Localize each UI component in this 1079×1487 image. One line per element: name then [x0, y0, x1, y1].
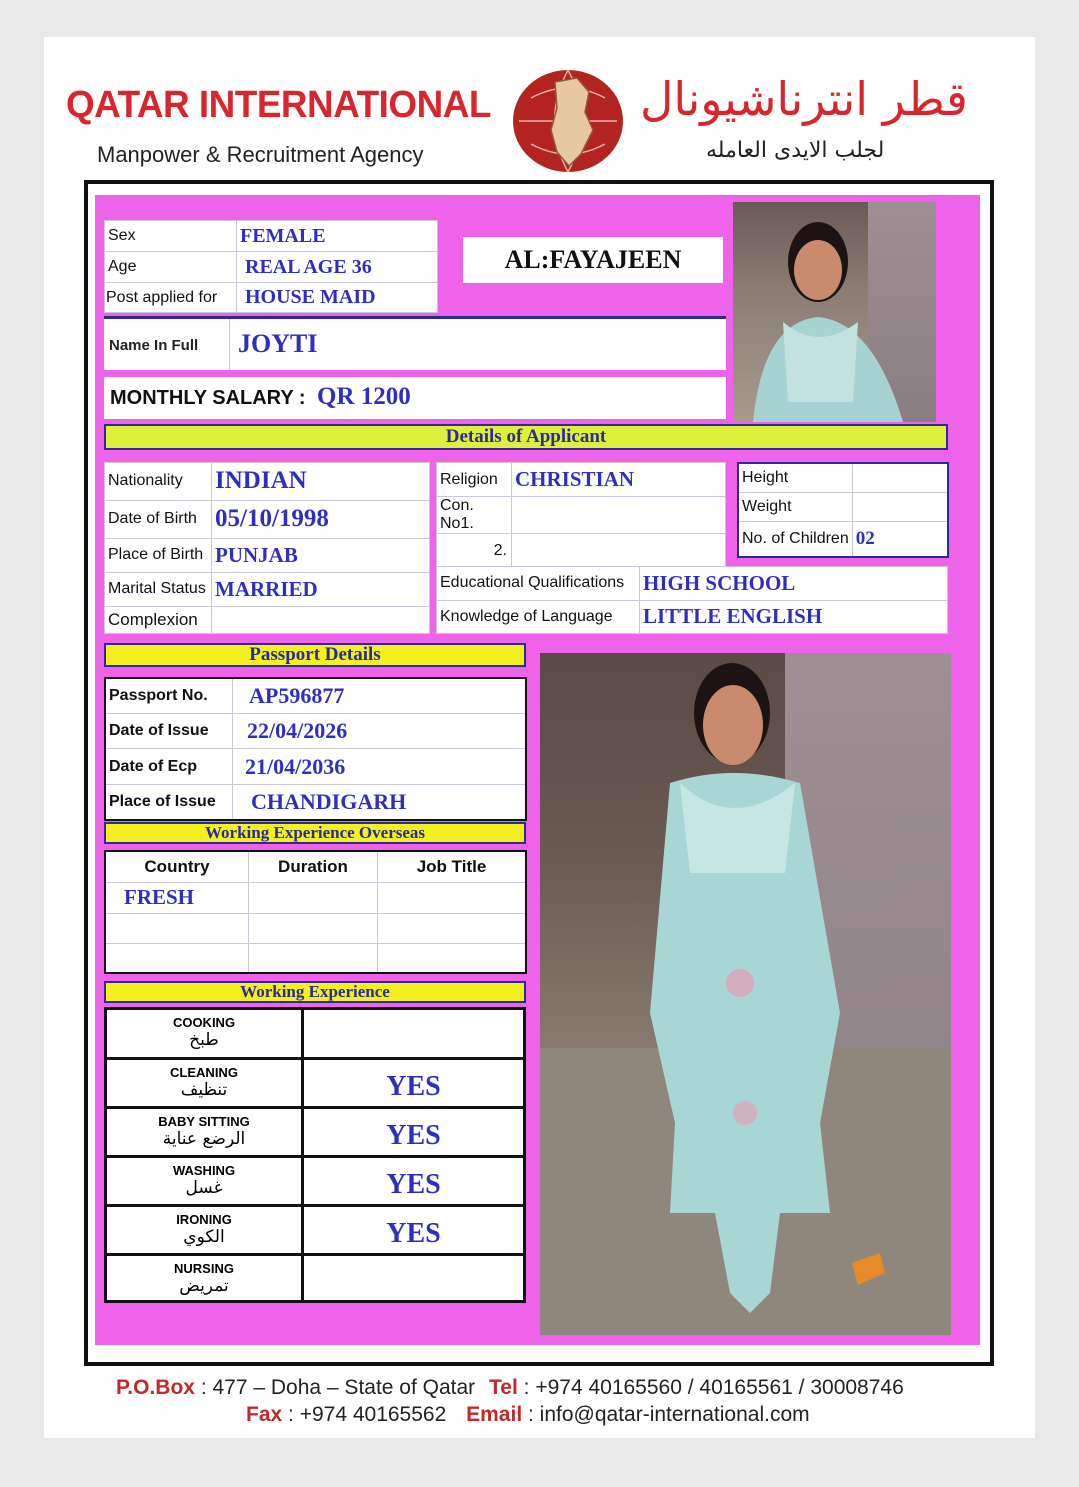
- overseas-table: [104, 850, 527, 974]
- pobox-value: : 477 – Doha – State of Qatar: [200, 1376, 476, 1399]
- pobox-label: P.O.Box: [116, 1376, 195, 1399]
- post-label: Post applied for: [105, 283, 237, 313]
- pob-value: PUNJAB: [212, 538, 430, 572]
- skill-row: [107, 1010, 301, 1057]
- dob-value: 05/10/1998: [212, 500, 430, 538]
- overseas-job-3: [378, 943, 527, 973]
- skill-label-arabic: تنظيف: [180, 1080, 228, 1100]
- con1-value: [512, 497, 726, 534]
- passport-no-label: Passport No.: [105, 678, 233, 714]
- weight-value: [852, 493, 948, 522]
- skill-label: BABY SITTING: [158, 1114, 250, 1129]
- skill-row: [107, 1060, 301, 1106]
- education-value: HIGH SCHOOL: [640, 567, 948, 601]
- fax-label: Fax: [246, 1403, 283, 1426]
- weight-label: Weight: [738, 493, 852, 522]
- children-label: No. of Children: [738, 521, 852, 557]
- name-value: JOYTI: [238, 329, 318, 358]
- language-label: Knowledge of Language: [437, 600, 640, 634]
- section-details-of-applicant: Details of Applicant: [104, 424, 948, 450]
- agency-code: AL:FAYAJEEN: [463, 237, 723, 283]
- brand-name: QATAR INTERNATIONAL: [66, 84, 491, 126]
- col-country: Country: [105, 851, 249, 882]
- skill-value: YES: [304, 1109, 523, 1155]
- skill-label: CLEANING: [170, 1065, 238, 1080]
- email-label: Email: [466, 1403, 523, 1426]
- overseas-country-3: [105, 943, 249, 973]
- salary-value: QR 1200: [317, 383, 411, 410]
- post-value: HOUSE MAID: [237, 283, 438, 313]
- applicant-photo-small: [733, 202, 936, 422]
- con1-label: Con. No1.: [437, 497, 512, 534]
- applicant-photo-full: [540, 653, 951, 1335]
- overseas-job-1: [378, 882, 527, 913]
- overseas-country-2: [105, 913, 249, 943]
- salary-label: MONTHLY SALARY :: [110, 387, 306, 409]
- col-duration: Duration: [249, 851, 378, 882]
- age-value: REAL AGE 36: [237, 252, 438, 283]
- language-value: LITTLE ENGLISH: [640, 600, 948, 634]
- skills-table: [104, 1007, 526, 1303]
- marital-label: Marital Status: [105, 572, 212, 606]
- marital-value: MARRIED: [212, 572, 430, 606]
- tel-label: Tel: [489, 1376, 518, 1399]
- dob-label: Date of Birth: [105, 500, 212, 538]
- passport-table: [104, 677, 527, 821]
- basic-info-table: [104, 220, 438, 313]
- brand-name-arabic: قطر انترناشيونال: [640, 72, 968, 126]
- name-label: Name In Full: [109, 337, 199, 354]
- overseas-duration-2: [249, 913, 378, 943]
- fax-value: : +974 40165562: [288, 1403, 447, 1426]
- footer-line-2: [246, 1403, 810, 1427]
- skill-label: COOKING: [172, 1015, 236, 1030]
- skill-value: YES: [304, 1158, 523, 1204]
- nationality-value: INDIAN: [212, 463, 430, 501]
- issue-date-value: 22/04/2026: [233, 714, 527, 749]
- overseas-country-1: FRESH: [105, 882, 249, 913]
- education-language-table: [436, 566, 948, 634]
- religion-label: Religion: [437, 463, 512, 497]
- brand-subtitle: Manpower & Recruitment Agency: [97, 142, 424, 167]
- skill-row: [107, 1207, 301, 1253]
- col-job-title: Job Title: [378, 851, 527, 882]
- physical-table: [737, 462, 949, 558]
- sex-label: Sex: [105, 221, 237, 252]
- expiry-date-label: Date of Ecp: [105, 749, 233, 784]
- skill-value: [304, 1256, 523, 1300]
- skill-label: IRONING: [176, 1212, 232, 1227]
- skill-value: YES: [304, 1060, 523, 1106]
- sex-value: FEMALE: [237, 221, 438, 252]
- section-working-experience-overseas: Working Experience Overseas: [104, 822, 526, 844]
- religion-contact-table: [436, 462, 726, 568]
- tel-value: : +974 40165560 / 40165561 / 30008746: [523, 1376, 904, 1399]
- skill-label: WASHING: [172, 1163, 236, 1178]
- name-row: [104, 316, 726, 370]
- children-value: 02: [852, 521, 948, 557]
- skill-label-arabic: تمريض: [179, 1276, 229, 1296]
- height-label: Height: [738, 463, 852, 493]
- place-of-issue-value: CHANDIGARH: [233, 784, 527, 820]
- place-of-issue-label: Place of Issue: [105, 784, 233, 820]
- age-label: Age: [105, 252, 237, 283]
- skill-label-arabic: طبخ: [189, 1030, 219, 1050]
- skill-row: [107, 1109, 301, 1155]
- expiry-date-value: 21/04/2036: [233, 749, 527, 784]
- religion-value: CHRISTIAN: [512, 463, 726, 497]
- skill-label-arabic: الرضع عناية: [162, 1129, 246, 1149]
- logo-globe-icon: [511, 68, 625, 174]
- personal-details-table: [104, 462, 430, 634]
- overseas-duration-1: [249, 882, 378, 913]
- height-value: [852, 463, 948, 493]
- skill-value: [304, 1010, 523, 1057]
- nationality-label: Nationality: [105, 463, 212, 501]
- section-working-experience: Working Experience: [104, 981, 526, 1003]
- skill-row: [107, 1256, 301, 1300]
- skill-label-arabic: الكوي: [183, 1227, 225, 1247]
- pob-label: Place of Birth: [105, 538, 212, 572]
- education-label: Educational Qualifications: [437, 567, 640, 601]
- section-passport-details: Passport Details: [104, 643, 526, 667]
- overseas-duration-3: [249, 943, 378, 973]
- con2-value: [512, 534, 726, 568]
- passport-no-value: AP596877: [233, 678, 527, 714]
- overseas-job-2: [378, 913, 527, 943]
- skill-label: NURSING: [174, 1261, 234, 1276]
- complexion-value: [212, 606, 430, 633]
- brand-subtitle-arabic: لجلب الايدى العامله: [706, 138, 885, 163]
- skill-value: YES: [304, 1207, 523, 1253]
- skill-row: [107, 1158, 301, 1204]
- complexion-label: Complexion: [105, 606, 212, 633]
- skill-label-arabic: غسل: [185, 1178, 223, 1198]
- email-value[interactable]: : info@qatar-international.com: [528, 1403, 810, 1426]
- issue-date-label: Date of Issue: [105, 714, 233, 749]
- con2-label: 2.: [437, 534, 512, 568]
- footer-line-1: [116, 1376, 904, 1400]
- salary-row: [104, 377, 726, 419]
